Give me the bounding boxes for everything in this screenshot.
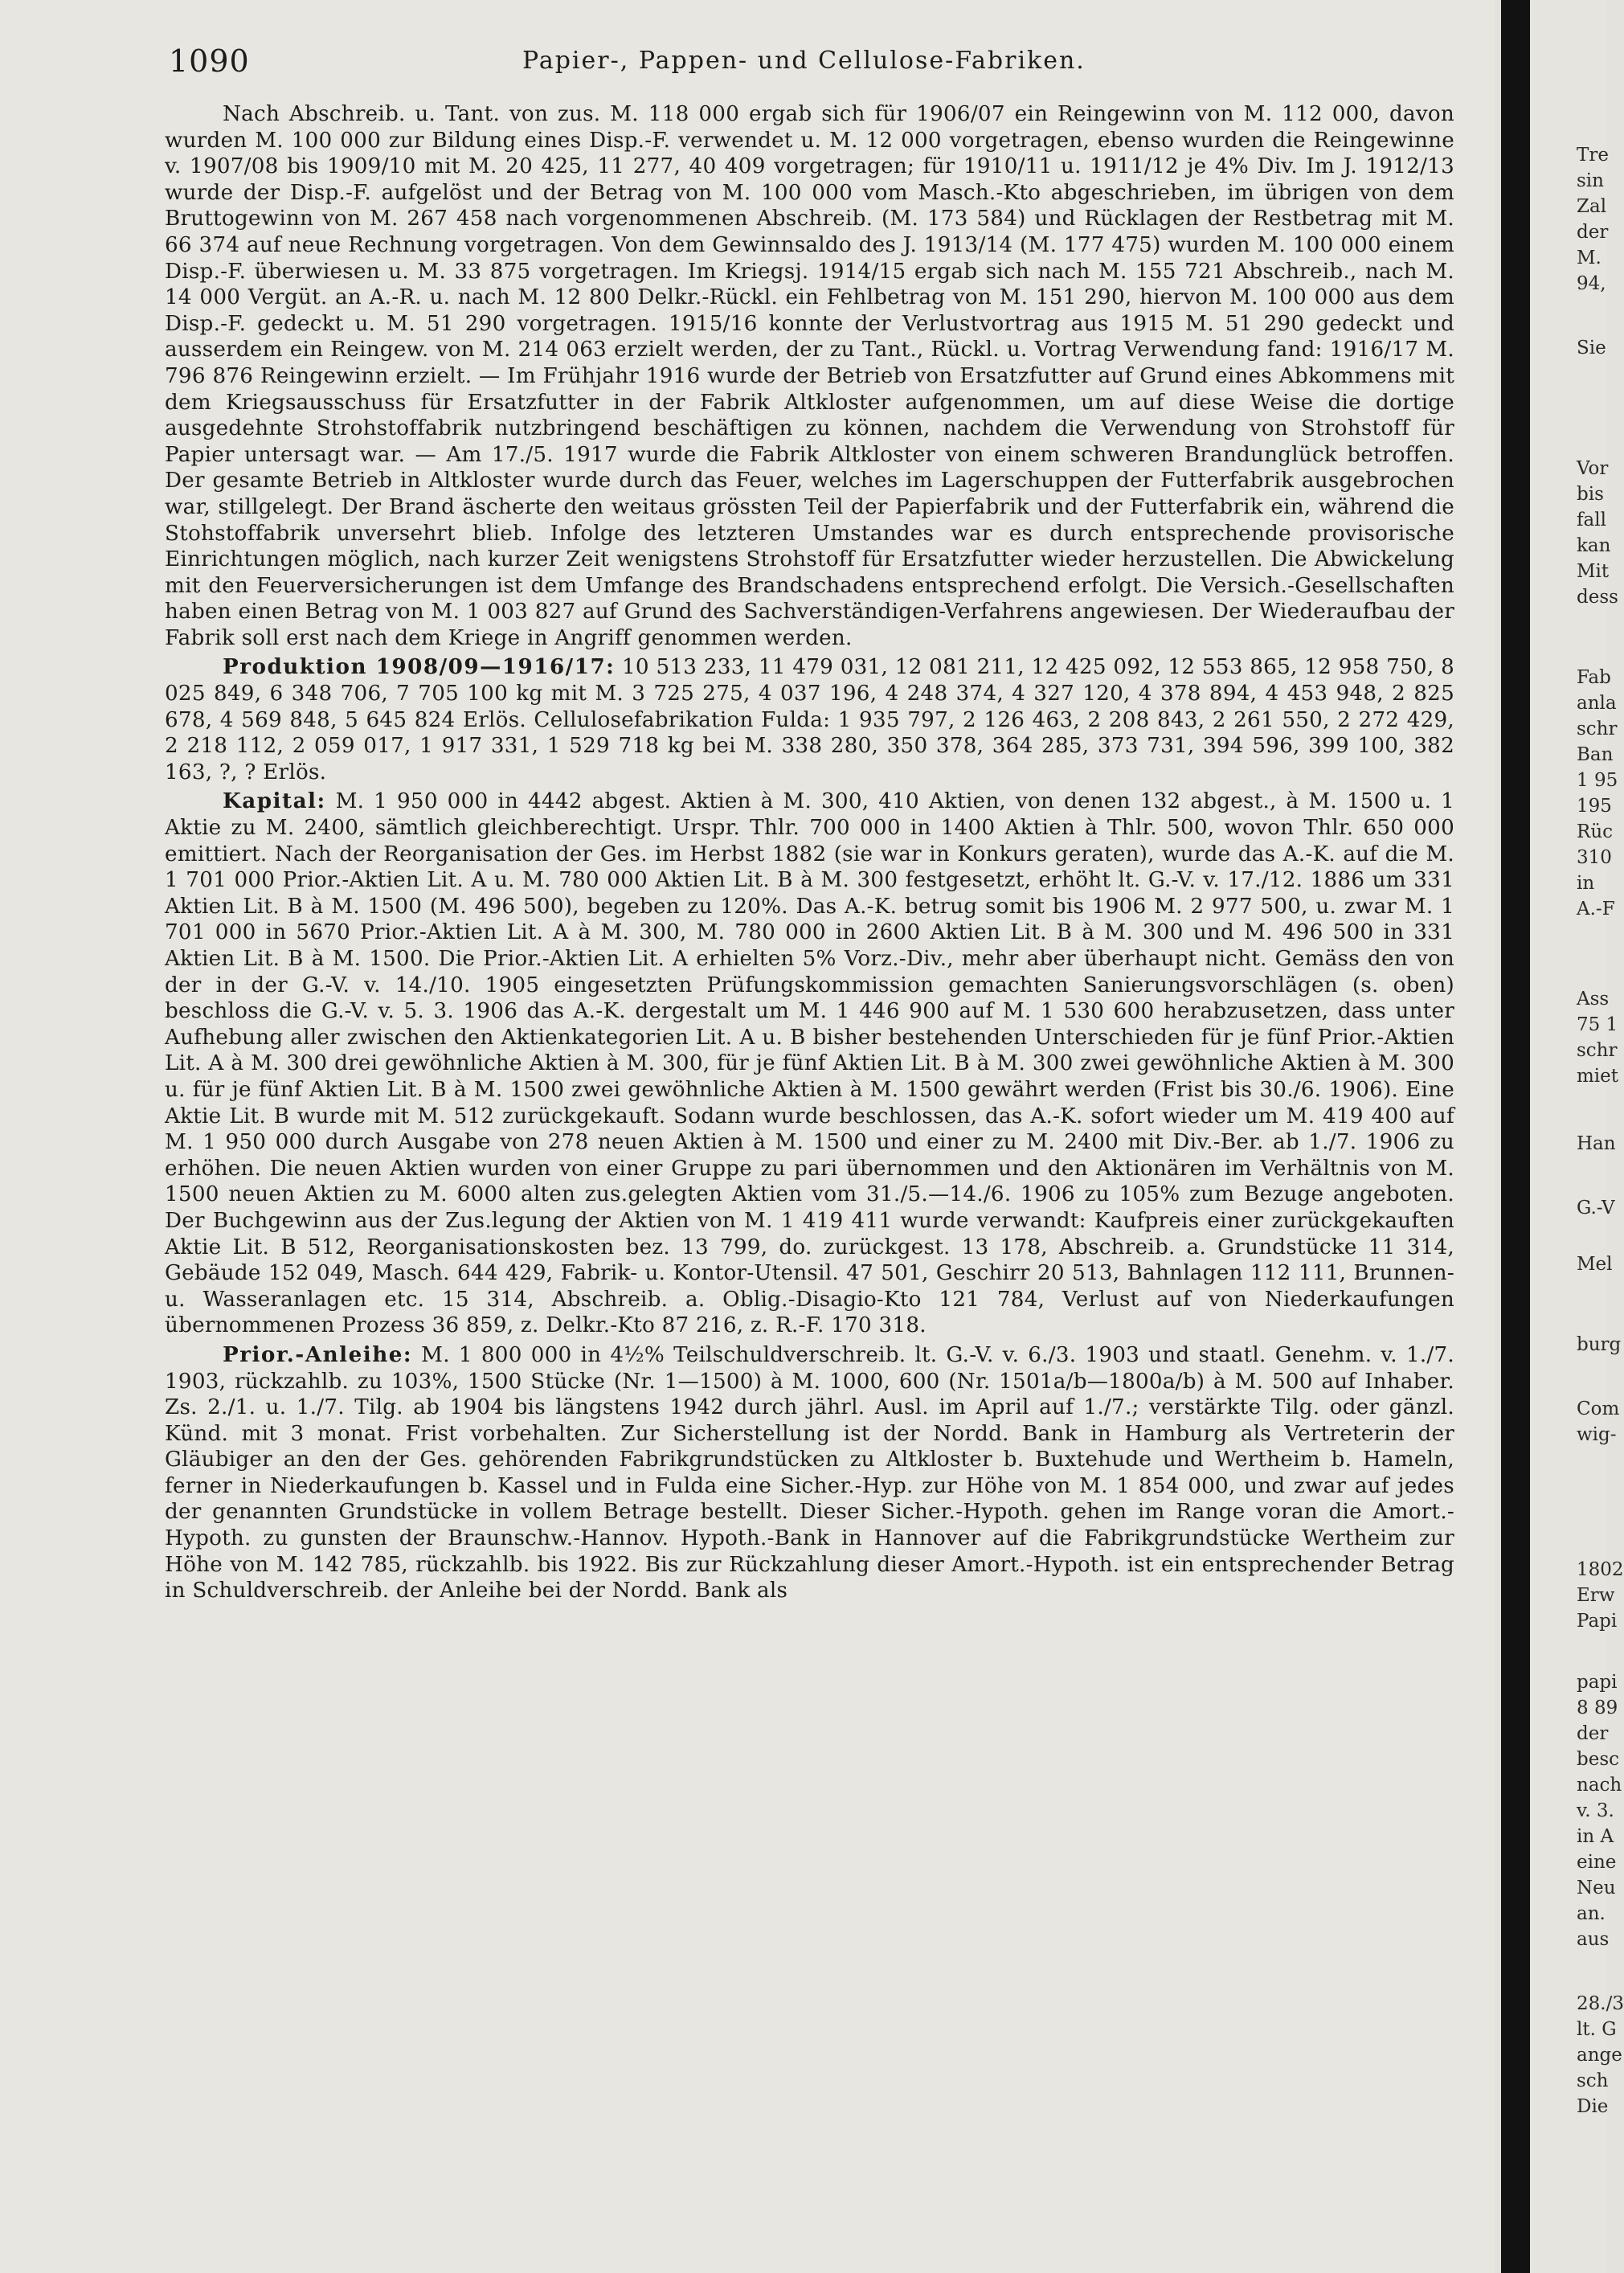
facing-page-fragment: Com: [1577, 1399, 1620, 1419]
facing-page-fragment: Mit: [1577, 561, 1610, 582]
facing-page-fragment: dess: [1577, 587, 1618, 608]
paragraph-heading: Produktion 1908/09—1916/17:: [223, 654, 616, 680]
facing-page-fragment: 1 95: [1577, 770, 1618, 791]
facing-page-fragment: anla: [1577, 693, 1617, 714]
facing-page-fragment: schr: [1577, 719, 1618, 739]
facing-page-fragment: bis: [1577, 484, 1604, 505]
paragraph-text: Nach Abschreib. u. Tant. von zus. M. 118 000 ergab sich für 1906/07 ein Reingewinn von M. 112 000, davon wurden M. 100 000 zur Bildung eines Disp.-F. verwendet u. M. 12 000 vorgetragen, ebenso wurden die Reingewinne v. 1907/08 bis 1909/10 mit M. 20 425, 11 277, 40 409 vorgetragen; für 1910/11 u. 1911/12 je 4% Div. Im J. 1912/13 wurde der Disp.-F. aufgelöst und der Betrag von M. 100 000 vom Masch.-Kto abgeschrieben, im übrigen von dem Bruttogewinn von M. 267 458 nach vorgenommenen Abschreib. (M. 173 584) und Rücklagen der Restbetrag mit M. 66 374 auf neue Rechnung vorgetragen. Von dem Gewinnsaldo des J. 1913/14 (M. 177 475) wurden M. 100 000 einem Disp.-F. überwiesen u. M. 33 875 vorgetragen. Im Kriegsj. 1914/15 ergab sich nach M. 155 721 Abschreib., nach M. 14 000 Vergüt. an A.-R. u. nach M. 12 800 Delkr.-Rückl. ein Fehlbetrag von M. 151 290, hiervon M. 100 000 aus dem Disp.-F. gedeckt u. M. 51 290 vorgetragen. 1915/16 konnte der Verlustvortrag aus 1915 M. 51 290 gedeckt und ausserdem ein Reingew. von M. 214 063 erzielt werden, der zu Tant., Rückl. u. Vortrag Verwendung fand: 1916/17 M. 796 876 Reingewinn erzielt. — Im Frühjahr 1916 wurde der Betrieb von Ersatzfutter auf Grund eines Abkommens mit dem Kriegsausschuss für Ersatzfutter in der Fabrik Altkloster aufgenommen, um auf diese Weise die dortige ausgedehnte Strohstoffabrik nutzbringend beschäftigen zu können, nachdem die Verwendung von Strohstoff für Papier untersagt war. — Am 17./5. 1917 wurde die Fabrik Altkloster von einem schweren Brandunglück betroffen. Der gesamte Betrieb in Altkloster wurde durch das Feuer, welches im Lagerschuppen der Futterfabrik ausgebrochen war, stillgelegt. Der Brand äscherte den weitaus grössten Teil der Papierfabrik und der Futterfabrik ein, während die Stohstoffabrik unversehrt blieb. Infolge des letzteren Umstandes war es durch entsprechende provisorische Einrichtungen möglich, nach kurzer Zeit wenigstens Strohstoff für Ersatzfutter wieder herzustellen. Die Abwickelung mit den Feuerversicherungen ist dem Umfange des Brandschadens entsprechend erfolgt. Die Versich.-Gesellschaften haben einen Betrag von M. 1 003 827 auf Grund des Sachverständigen-Verfahrens angewiesen. Der Wiederaufbau der Fabrik soll erst nach dem Kriege in Angriff genommen werden.: [165, 102, 1454, 650]
facing-page-fragment: der: [1577, 222, 1609, 243]
facing-page-fragment: fall: [1577, 510, 1606, 530]
facing-page-fragment: Neu: [1577, 1878, 1616, 1898]
facing-page-fragment: der: [1577, 1723, 1609, 1744]
book-gutter: [1501, 0, 1530, 2273]
facing-page-fragment: Sie: [1577, 338, 1606, 358]
facing-page-fragment: 310: [1577, 847, 1612, 868]
paragraph-prior-anleihe: [165, 1342, 1454, 1604]
facing-page-fragment: ange: [1577, 2045, 1622, 2066]
facing-page-fragment: 8 89: [1577, 1698, 1618, 1718]
facing-page-edge: [1530, 0, 1624, 2273]
page-header: [169, 43, 1462, 79]
facing-page-fragment: v. 3.: [1577, 1800, 1614, 1821]
facing-page-fragment: Ass: [1577, 989, 1610, 1010]
facing-page-fragment: kan: [1577, 535, 1611, 556]
facing-page-fragment: schr: [1577, 1040, 1618, 1061]
paragraph-text: M. 1 950 000 in 4442 abgest. Aktien à M. 300, 410 Aktien, von denen 132 abgest., à M. 1500 u. 1 Aktie zu M. 2400, sämtlich gleichberechtigt. Urspr. Thlr. 700 000 in 1400 Aktien à Thlr. 500, wovon Thlr. 650 000 emittiert. Nach der Reorganisation der Ges. im Herbst 1882 (sie war in Konkurs geraten), wurde das A.-K. auf die M. 1 701 000 Prior.-Aktien Lit. A u. M. 780 000 Aktien Lit. B à M. 300 festgesetzt, erhöht lt. G.-V. v. 17./12. 1886 um 331 Aktien Lit. B à M. 1500 (M. 496 500), begeben zu 120%. Das A.-K. betrug somit bis 1906 M. 2 977 500, u. zwar M. 1 701 000 in 5670 Prior.-Aktien Lit. A à M. 300, M. 780 000 in 2600 Aktien Lit. B à M. 300 und M. 496 500 in 331 Aktien Lit. B à M. 1500. Die Prior.-Aktien Lit. A erhielten 5% Vorz.-Div., mehr aber überhaupt nicht. Gemäss den von der in der G.-V. v. 14./10. 1905 eingesetzten Prüfungskommission gemachten Sanierungsvorschlägen (s. oben) beschloss die G.-V. v. 5. 3. 1906 das A.-K. dergestalt um M. 1 446 900 auf M. 1 530 600 herabzusetzen, dass unter Aufhebung aller zwischen den Aktienkategorien Lit. A u. B bisher bestehenden Unterschieden für je fünf Prior.-Aktien Lit. A à M. 300 drei gewöhnliche Aktien à M. 300, für je fünf Aktien Lit. B à M. 300 zwei gewöhnliche Aktien à M. 300 u. für je fünf Aktien Lit. B à M. 1500 zwei gewöhnliche Aktien à M. 1500 gewährt werden (Frist bis 30./6. 1906). Eine Aktie Lit. B wurde mit M. 512 zurückgekauft. Sodann wurde beschlossen, das A.-K. sofort wieder um M. 419 400 auf M. 1 950 000 durch Ausgabe von 278 neuen Aktien à M. 1500 und einer zu M. 2400 mit Div.-Ber. ab 1./7. 1906 zu erhöhen. Die neuen Aktien wurden von einer Gruppe zu pari übernommen und den Aktionären im Verhältnis von M. 1500 neuen Aktien zu M. 6000 alten zus.gelegten Aktien vom 31./5.—14./6. 1906 zu 105% zum Bezuge angeboten. Der Buchgewinn aus der Zus.legung der Aktien von M. 1 419 411 wurde verwandt: Kaufpreis einer zurückgekauften Aktie Lit. B 512, Reorganisationskosten bez. 13 799, do. zurückgest. 13 178, Abschreib. a. Grundstücke 11 314, Gebäude 152 049, Masch. 644 429, Fabrik- u. Kontor-Utensil. 47 501, Geschirr 20 513, Bahnlagen 112 111, Brunnen- u. Wasseranlagen etc. 15 314, Abschreib. a. Oblig.-Disagio-Kto 121 784, Verlust auf von Niederkaufungen übernommenen Prozess 36 859, z. Delkr.-Kto 87 216, z. R.-F. 170 318.: [165, 789, 1454, 1338]
facing-page-fragment: Erw: [1577, 1585, 1615, 1606]
facing-page-fragment: papi: [1577, 1672, 1618, 1693]
paragraph-produktion: [165, 654, 1454, 785]
facing-page-fragment: burg: [1577, 1334, 1622, 1355]
facing-page-fragment: A.-F: [1577, 899, 1615, 919]
facing-page-fragment: lt. G: [1577, 2019, 1617, 2040]
facing-page-fragment: M.: [1577, 248, 1602, 268]
facing-page-fragment: an.: [1577, 1903, 1606, 1924]
facing-page-fragment: Papi: [1577, 1611, 1618, 1632]
facing-page-fragment: Rüc: [1577, 821, 1614, 842]
facing-page-fragment: sch: [1577, 2070, 1609, 2091]
facing-page-fragment: Han: [1577, 1133, 1616, 1154]
facing-page-fragment: aus: [1577, 1929, 1610, 1950]
paragraph-text: 10 513 233, 11 479 031, 12 081 211, 12 425 092, 12 553 865, 12 958 750, 8 025 849, 6 348 706, 7 705 100 kg mit M. 3 725 275, 4 037 196, 4 248 374, 4 327 120, 4 378 894, 4 453 948, 2 825 678, 4 569 848, 5 645 824 Erlös. Cellulosefabrikation Fulda: 1 935 797, 2 126 463, 2 208 843, 2 261 550, 2 272 429, 2 218 112, 2 059 017, 1 917 331, 1 529 718 kg bei M. 338 280, 350 378, 364 285, 373 731, 394 596, 399 100, 382 163, ?, ? Erlös.: [165, 655, 1454, 784]
facing-page-fragment: wig-: [1577, 1424, 1617, 1445]
facing-page-fragment: Ban: [1577, 744, 1614, 765]
paragraph-text: M. 1 800 000 in 4½% Teilschuldverschreib. lt. G.-V. v. 6./3. 1903 und staatl. Genehm. v. 1./7. 1903, rückzahlb. zu 103%, 1500 Stücke (Nr. 1—1500) à M. 1000, 600 (Nr. 1501a/b—1800a/b) à M. 500 auf Inhaber. Zs. 2./1. u. 1./7. Tilg. ab 1904 bis längstens 1942 durch jährl. Ausl. im April auf 1./7.; verstärkte Tilg. oder gänzl. Künd. mit 3 monat. Frist vorbehalten. Zur Sicherstellung ist der Nordd. Bank in Hamburg als Vertreterin der Gläubiger an den der Ges. gehörenden Fabrikgrundstücken zu Altkloster b. Buxtehude und Wertheim b. Hameln, ferner in Niederkaufungen b. Kassel und in Fulda eine Sicher.-Hyp. zur Höhe von M. 1 854 000, und zwar auf jedes der genannten Grundstücke in vollem Betrage bestellt. Dieser Sicher.-Hypoth. gehen im Range voran die Amort.-Hypoth. zu gunsten der Braunschw.-Hannov. Hypoth.-Bank in Hannover auf die Fabrikgrundstücke Wertheim zur Höhe von M. 142 785, rückzahlb. bis 1922. Bis zur Rückzahlung dieser Amort.-Hypoth. ist ein entsprechender Betrag in Schuldverschreib. der Anleihe bei der Nordd. Bank als: [165, 1342, 1454, 1603]
body-text: [165, 101, 1454, 1604]
facing-page-fragment: in A: [1577, 1826, 1614, 1847]
facing-page-fragment: Zal: [1577, 196, 1607, 217]
facing-page-fragment: Tre: [1577, 145, 1609, 166]
paragraph-profit-history: [165, 101, 1454, 651]
facing-page-fragment: Die: [1577, 2096, 1609, 2117]
paragraph-heading: Kapital:: [223, 788, 326, 814]
facing-page-fragment: 195: [1577, 796, 1612, 817]
facing-page-fragment: 94,: [1577, 273, 1606, 294]
paragraph-heading: Prior.-Anleihe:: [223, 1341, 413, 1367]
facing-page-fragment: Vor: [1577, 458, 1609, 479]
facing-page-fragment: 28./3: [1577, 1993, 1624, 2014]
facing-page-fragment: in: [1577, 873, 1595, 894]
facing-page-fragment: 75 1: [1577, 1014, 1618, 1035]
facing-page-fragment: Fab: [1577, 667, 1611, 688]
facing-page-fragment: miet: [1577, 1066, 1619, 1087]
paragraph-kapital: [165, 788, 1454, 1338]
page-number: 1090: [169, 43, 250, 79]
facing-page-fragment: 1802: [1577, 1559, 1624, 1580]
facing-page-fragment: G.-V: [1577, 1198, 1615, 1218]
facing-page-fragment: Mel: [1577, 1254, 1613, 1275]
facing-page-fragment: besc: [1577, 1749, 1620, 1770]
running-title: Papier-, Pappen- und Cellulose-Fabriken.: [522, 47, 1086, 75]
facing-page-fragment: sin: [1577, 170, 1604, 191]
facing-page-fragment: nach: [1577, 1775, 1622, 1796]
facing-page-fragment: eine: [1577, 1852, 1617, 1873]
